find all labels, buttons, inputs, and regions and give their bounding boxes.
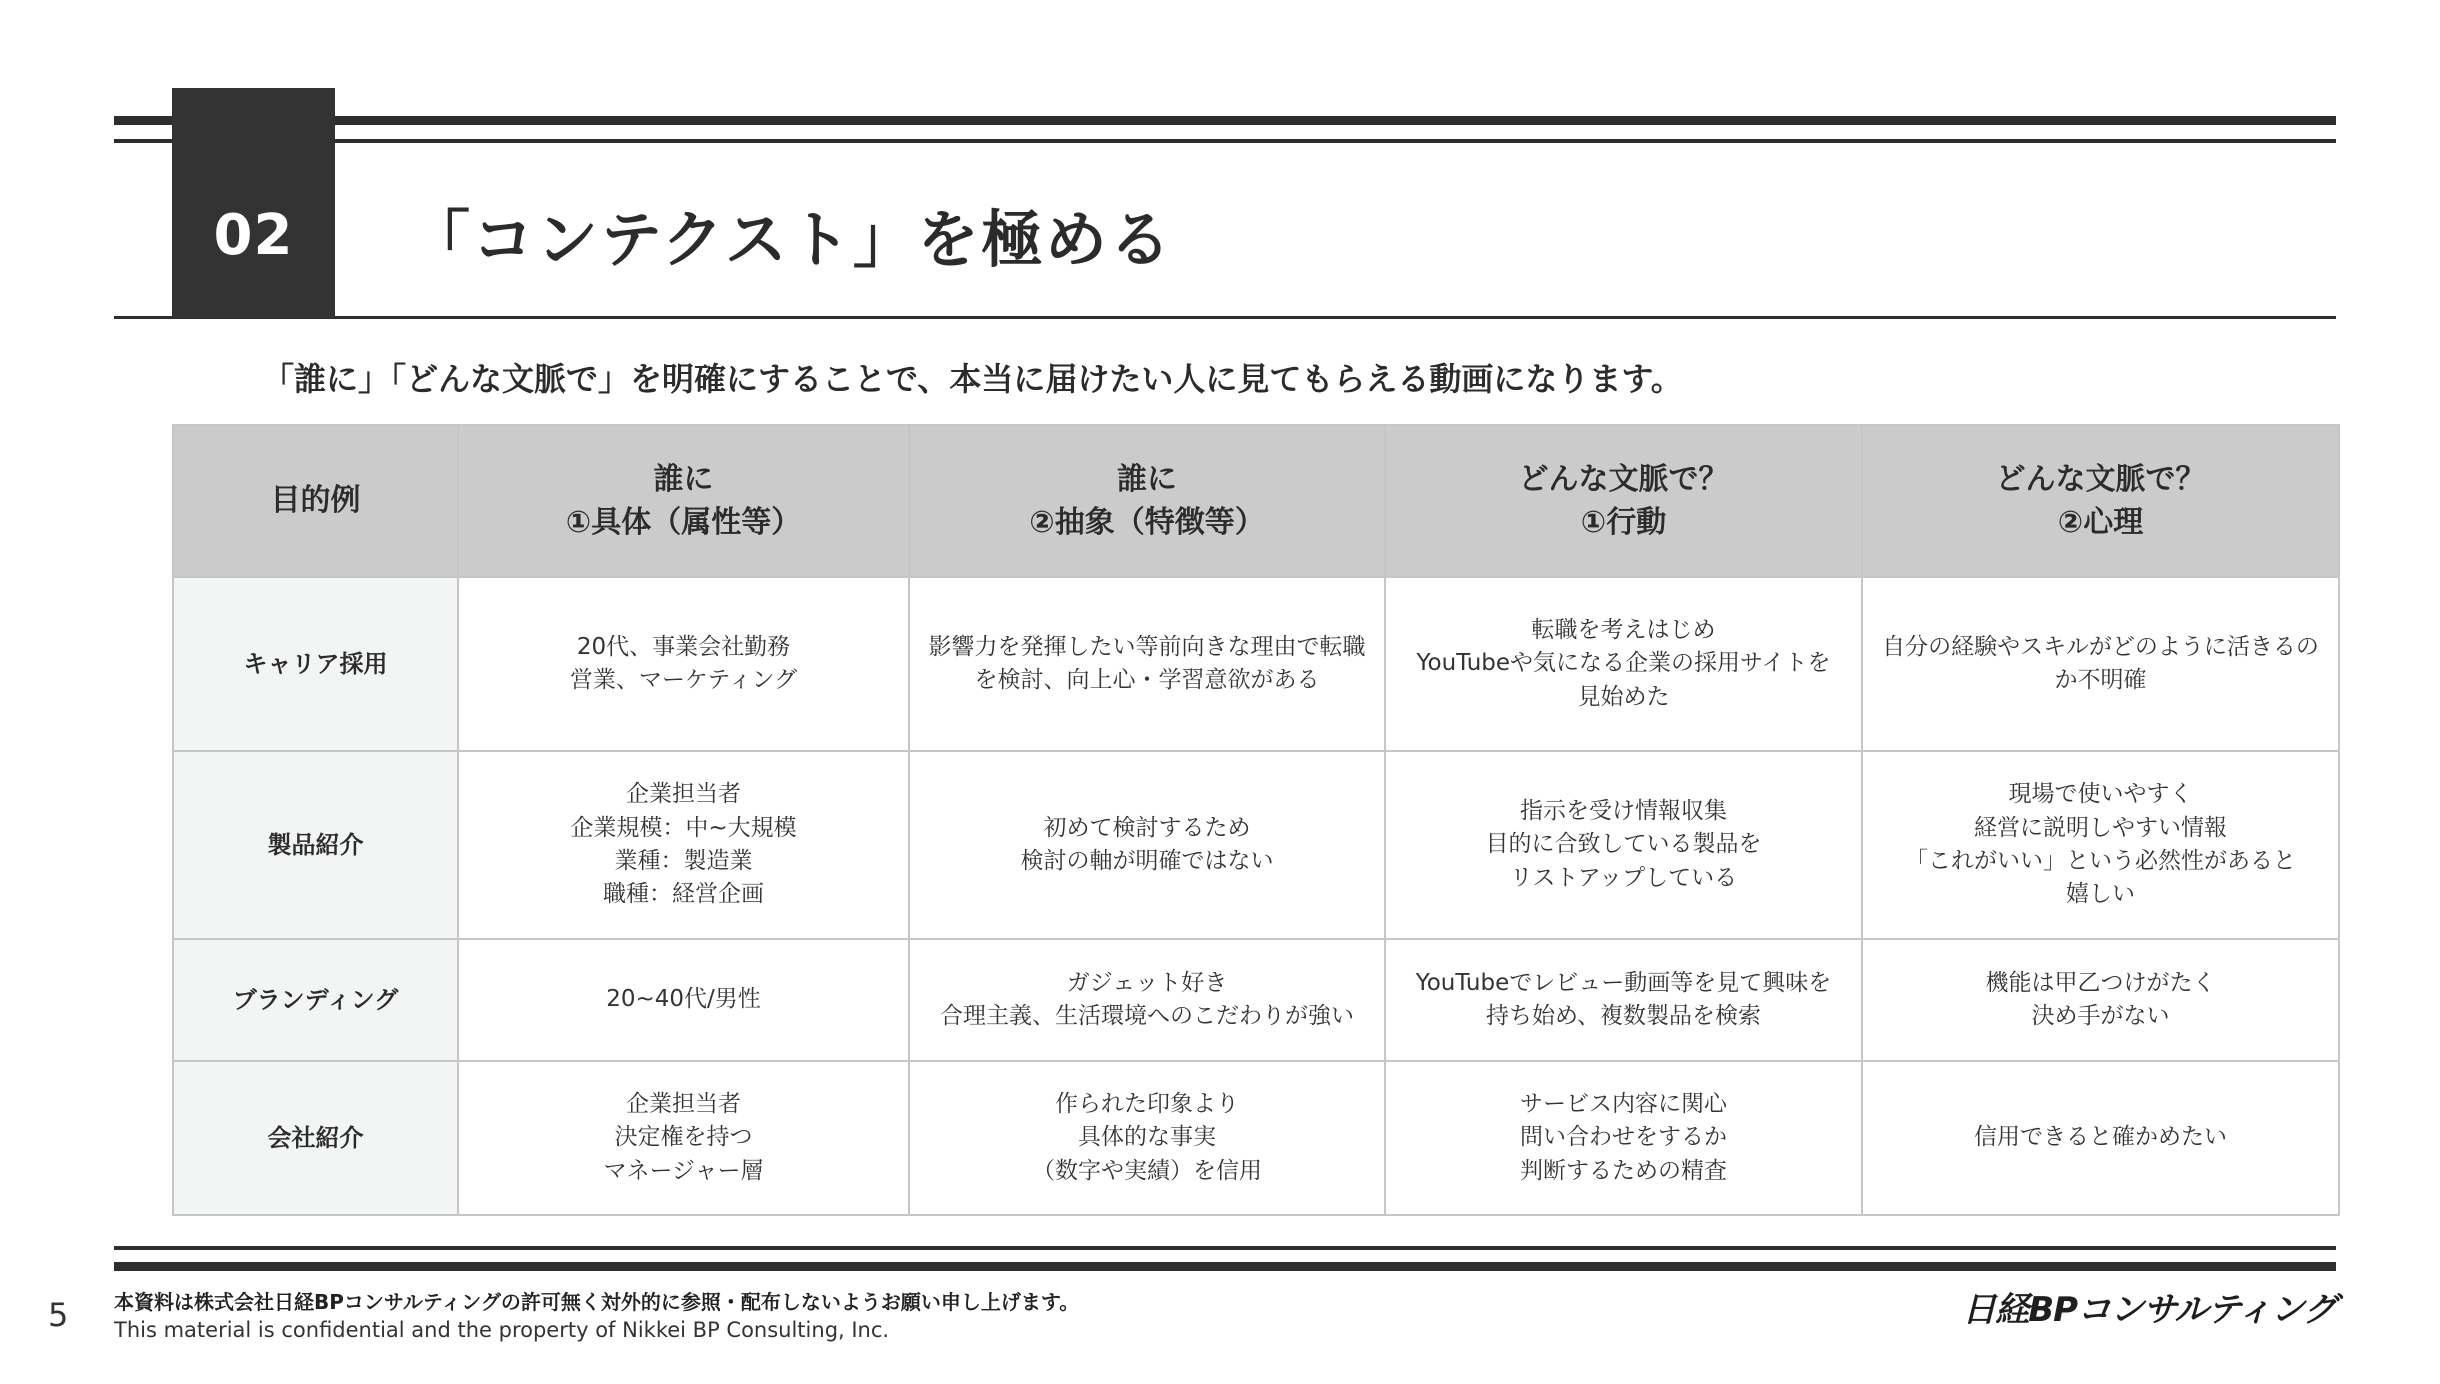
table-cell xyxy=(1385,751,1862,939)
page-number: 5 xyxy=(48,1296,69,1334)
cell-line: （数字や実績）を信用 xyxy=(1032,1157,1262,1184)
footer-rule-thick xyxy=(114,1262,2336,1271)
cell-line: 問い合わせをするか xyxy=(1520,1124,1727,1151)
context-table xyxy=(172,424,2340,1216)
page-title: 「コンテクスト」を極める xyxy=(408,203,1173,276)
table-row xyxy=(173,577,2339,751)
cell-line: 作られた印象より xyxy=(1055,1090,1239,1117)
table-cell xyxy=(458,939,909,1061)
row-label: 製品紹介 xyxy=(173,751,458,939)
cell-line: 具体的な事実 xyxy=(1078,1124,1216,1151)
header-rule-thin xyxy=(114,139,2336,143)
header-context-action xyxy=(1385,425,1862,577)
table-cell xyxy=(458,1061,909,1215)
header-context-psychology xyxy=(1862,425,2339,577)
cell-line: 自分の経験やスキルがどのように活きるの xyxy=(1882,633,2319,660)
cell-line: 決め手がない xyxy=(2031,1003,2170,1029)
cell-line: 営業、マーケティング xyxy=(569,667,798,693)
cell-line: 企業担当者 xyxy=(626,1090,741,1117)
table-cell xyxy=(1862,577,2339,751)
table-cell xyxy=(1385,939,1862,1061)
confidential-notice-ja: 本資料は株式会社日経BPコンサルティングの許可無く対外的に参照・配布しないようお願い申し上げます。 xyxy=(114,1290,1080,1314)
cell-line: 決定権を持つ xyxy=(614,1124,753,1151)
footer-rule-thin xyxy=(114,1246,2336,1250)
row-label: キャリア採用 xyxy=(173,577,458,751)
cell-line: 20代、事業会社勤務 xyxy=(576,633,791,660)
header-purpose xyxy=(173,425,458,577)
cell-line: リストアップしている xyxy=(1509,864,1738,891)
cell-line: 現場で使いやすく xyxy=(2008,781,2193,808)
table-row xyxy=(173,939,2339,1061)
cell-line: ガジェット好き xyxy=(1066,969,1228,996)
table-cell xyxy=(1385,1061,1862,1215)
cell-line: か不明確 xyxy=(2054,667,2147,693)
cell-line: 初めて検討するため xyxy=(1043,814,1251,841)
cell-line: 企業担当者 xyxy=(626,781,741,808)
table-cell xyxy=(458,751,909,939)
cell-line: サービス内容に関心 xyxy=(1520,1090,1727,1117)
cell-line: 持ち始め、複数製品を検索 xyxy=(1485,1003,1762,1029)
cell-line: 機能は甲乙つけがたく xyxy=(1985,969,2216,996)
cell-line: 20~40代/男性 xyxy=(606,986,761,1013)
cell-line: 業種：製造業 xyxy=(614,848,753,874)
table-cell xyxy=(909,751,1385,939)
header-who-abstract xyxy=(909,425,1385,577)
cell-line: を検討、向上心・学習意欲がある xyxy=(974,667,1320,693)
table-cell xyxy=(1385,577,1862,751)
cell-line: マネージャー層 xyxy=(603,1157,764,1184)
header-line: ①具体（属性等） xyxy=(565,505,802,540)
header-line: 誰に xyxy=(653,461,714,497)
table-cell xyxy=(909,577,1385,751)
table-row xyxy=(173,751,2339,939)
header-who-concrete xyxy=(458,425,909,577)
cell-line: YouTubeや気になる企業の採用サイトを xyxy=(1416,650,1831,677)
cell-line: 判断するための精査 xyxy=(1520,1157,1727,1184)
page-subtitle: 「誰に」「どんな文脈で」を明確にすることで、本当に届けたい人に見てもらえる動画になります。 xyxy=(262,360,1683,398)
cell-line: 嬉しい xyxy=(2066,881,2135,908)
cell-line: 合理主義、生活環境へのこだわりが強い xyxy=(940,1003,1354,1029)
header-line: ①行動 xyxy=(1580,505,1667,540)
table-header-row xyxy=(173,425,2339,577)
cell-line: 検討の軸が明確ではない xyxy=(1020,848,1274,874)
cell-line: 企業規模：中~大規模 xyxy=(570,814,797,841)
table-cell xyxy=(1862,751,2339,939)
table-cell xyxy=(1862,939,2339,1061)
header-line: ②抽象（特徴等） xyxy=(1029,505,1265,540)
section-number: 02 xyxy=(213,203,294,268)
header-rule-bottom xyxy=(114,316,2336,319)
header-rule-thick xyxy=(114,116,2336,125)
cell-line: 指示を受け情報収集 xyxy=(1520,797,1727,824)
cell-line: 影響力を発揮したい等前向きな理由で転職 xyxy=(928,633,1366,660)
table-cell xyxy=(909,939,1385,1061)
cell-line: 見始めた xyxy=(1577,683,1670,710)
cell-line: 「これがいい」という必然性があると xyxy=(1905,848,2296,874)
company-logo: 日経BPコンサルティング xyxy=(1962,1290,2336,1330)
cell-line: 目的に合致している製品を xyxy=(1485,831,1762,858)
row-label: 会社紹介 xyxy=(173,1061,458,1215)
table-cell xyxy=(458,577,909,751)
header-line: どんな文脈で？ xyxy=(1518,461,1729,497)
section-number-box xyxy=(172,88,335,318)
cell-line: 職種：経営企画 xyxy=(603,881,764,908)
table-cell xyxy=(909,1061,1385,1215)
header-line: 目的例 xyxy=(270,483,361,519)
cell-line: 信用できると確かめたい xyxy=(1974,1124,2227,1151)
header-line: ②心理 xyxy=(2057,505,2144,540)
header-line: 誰に xyxy=(1117,461,1177,497)
header-line: どんな文脈で？ xyxy=(1995,461,2206,497)
cell-line: YouTubeでレビュー動画等を見て興味を xyxy=(1415,969,1832,996)
cell-line: 経営に説明しやすい情報 xyxy=(1974,814,2227,841)
table-cell xyxy=(1862,1061,2339,1215)
row-label: ブランディング xyxy=(173,939,458,1061)
cell-line: 転職を考えはじめ xyxy=(1531,616,1716,643)
confidential-notice-en: This material is confidential and the property of Nikkei BP Consulting, Inc. xyxy=(114,1318,890,1342)
table-row xyxy=(173,1061,2339,1215)
